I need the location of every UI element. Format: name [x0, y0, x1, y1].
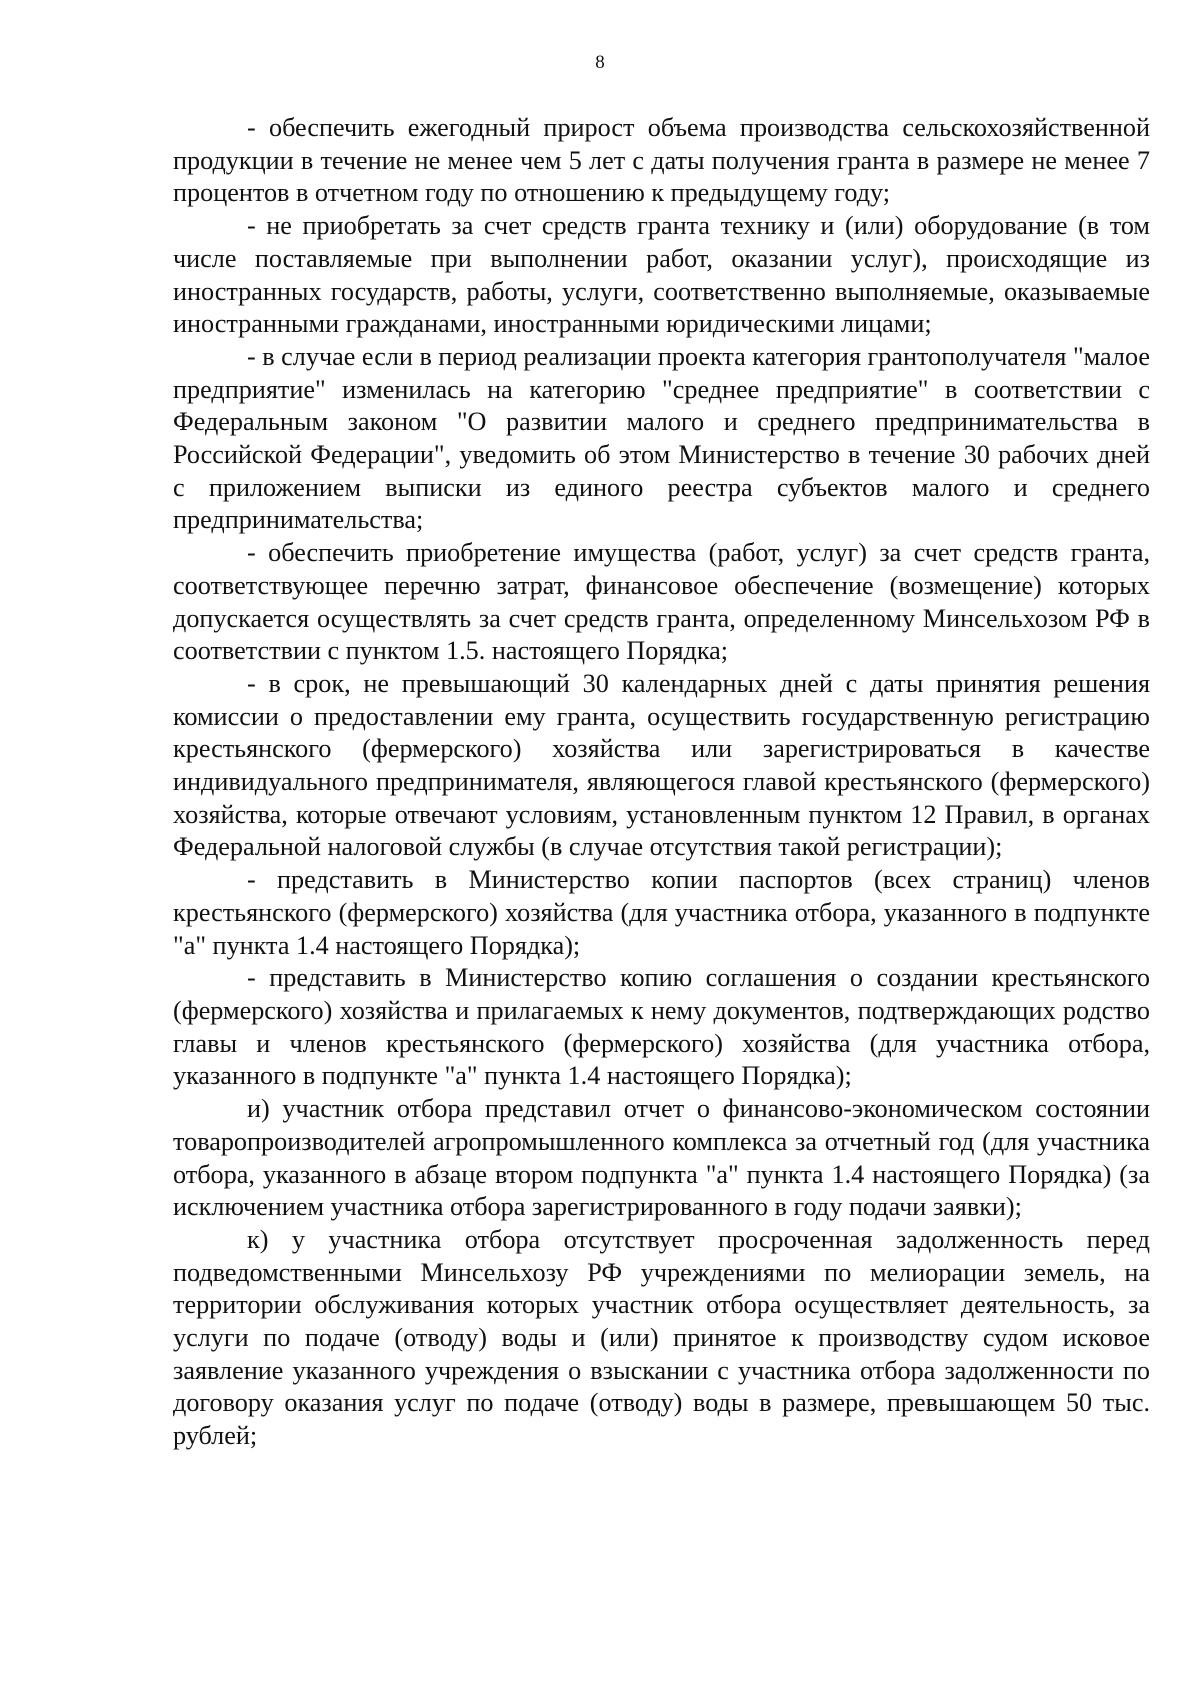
paragraph-property-acquisition: - обеспечить приобретение имущества (работ, услуг) за счет средств гранта, соответствующее перечню затрат, финансовое обеспечение (возмещение) которых допускается осуществлять за счет средств гранта, определенному Минсельхозом РФ в соответствии с пунктом 1.5. настоящего Порядка;: [173, 538, 1150, 666]
paragraph-registration-deadline: - в срок, не превышающий 30 календарных дней с даты принятия решения комиссии о предоставлении ему гранта, осуществить государственную регистрацию крестьянского (фермерского) хозяйства или зарегистрироваться в качестве индивидуального предпринимателя, являющегося главой крестьянского (фермерского) хозяйства, которые отвечают условиям, установленным пунктом 12 Правил, в органах Федеральной налоговой службы (в случае отсутствия такой регистрации);: [173, 668, 1150, 862]
paragraph-item-i-financial-report: и) участник отбора представил отчет о финансово-экономическом состоянии товаропроизводителей агропромышленного комплекса за отчетный год (для участника отбора, указанного в абзаце втором подпункта "а" пункта 1.4 настоящего Порядка) (за исключением участника отбора зарегистрированного в году подачи заявки);: [173, 1094, 1150, 1222]
paragraph-category-change-notice: - в случае если в период реализации проекта категория грантополучателя "малое предприятие" изменилась на категорию "среднее предприятие" в соответствии с Федеральным законом "О развитии малого и среднего предпринимательства в Российской Федерации", уведомить об этом Министерство в течение 30 рабочих дней с приложением выписки из единого реестра субъектов малого и среднего предпринимательства;: [173, 341, 1151, 535]
paragraph-foreign-goods-restriction: - не приобретать за счет средств гранта технику и (или) оборудование (в том числе поставляемые при выполнении работ, оказании услуг), происходящие из иностранных государств, работы, услуги, соответственно выполняемые, оказываемые иностранными гражданами, иностранными юридическими лицами;: [173, 211, 1150, 339]
document-body: [173, 112, 1150, 1453]
page-number: 8: [595, 52, 605, 73]
paragraph-passport-copies: - представить в Министерство копии паспортов (всех страниц) членов крестьянского (фермерского) хозяйства (для участника отбора, указанного в подпункте "а" пункта 1.4 настоящего Порядка);: [173, 865, 1150, 960]
paragraph-agreement-copy: - представить в Министерство копию соглашения о создании крестьянского (фермерского) хозяйства и прилагаемых к нему документов, подтверждающих родство главы и членов крестьянского (фермерского) хозяйства (для участника отбора, указанного в подпункте "а" пункта 1.4 настоящего Порядка);: [173, 963, 1150, 1091]
paragraph-growth-obligation: - обеспечить ежегодный прирост объема производства сельскохозяйственной продукции в течение не менее чем 5 лет с даты получения гранта в размере не менее 7 процентов в отчетном году по отношению к предыдущему году;: [173, 113, 1150, 208]
paragraph-item-k-no-debt: к) у участника отбора отсутствует просроченная задолженность перед подведомственными Минсельхозу РФ учреждениями по мелиорации земель, на территории обслуживания которых участник отбора осуществляет деятельность, за услуги по подаче (отводу) воды и (или) принятое к производству судом исковое заявление указанного учреждения о взыскании с участника отбора задолженности по договору оказания услуг по подаче (отводу) воды в размере, превышающем 50 тыс. рублей;: [173, 1224, 1150, 1451]
